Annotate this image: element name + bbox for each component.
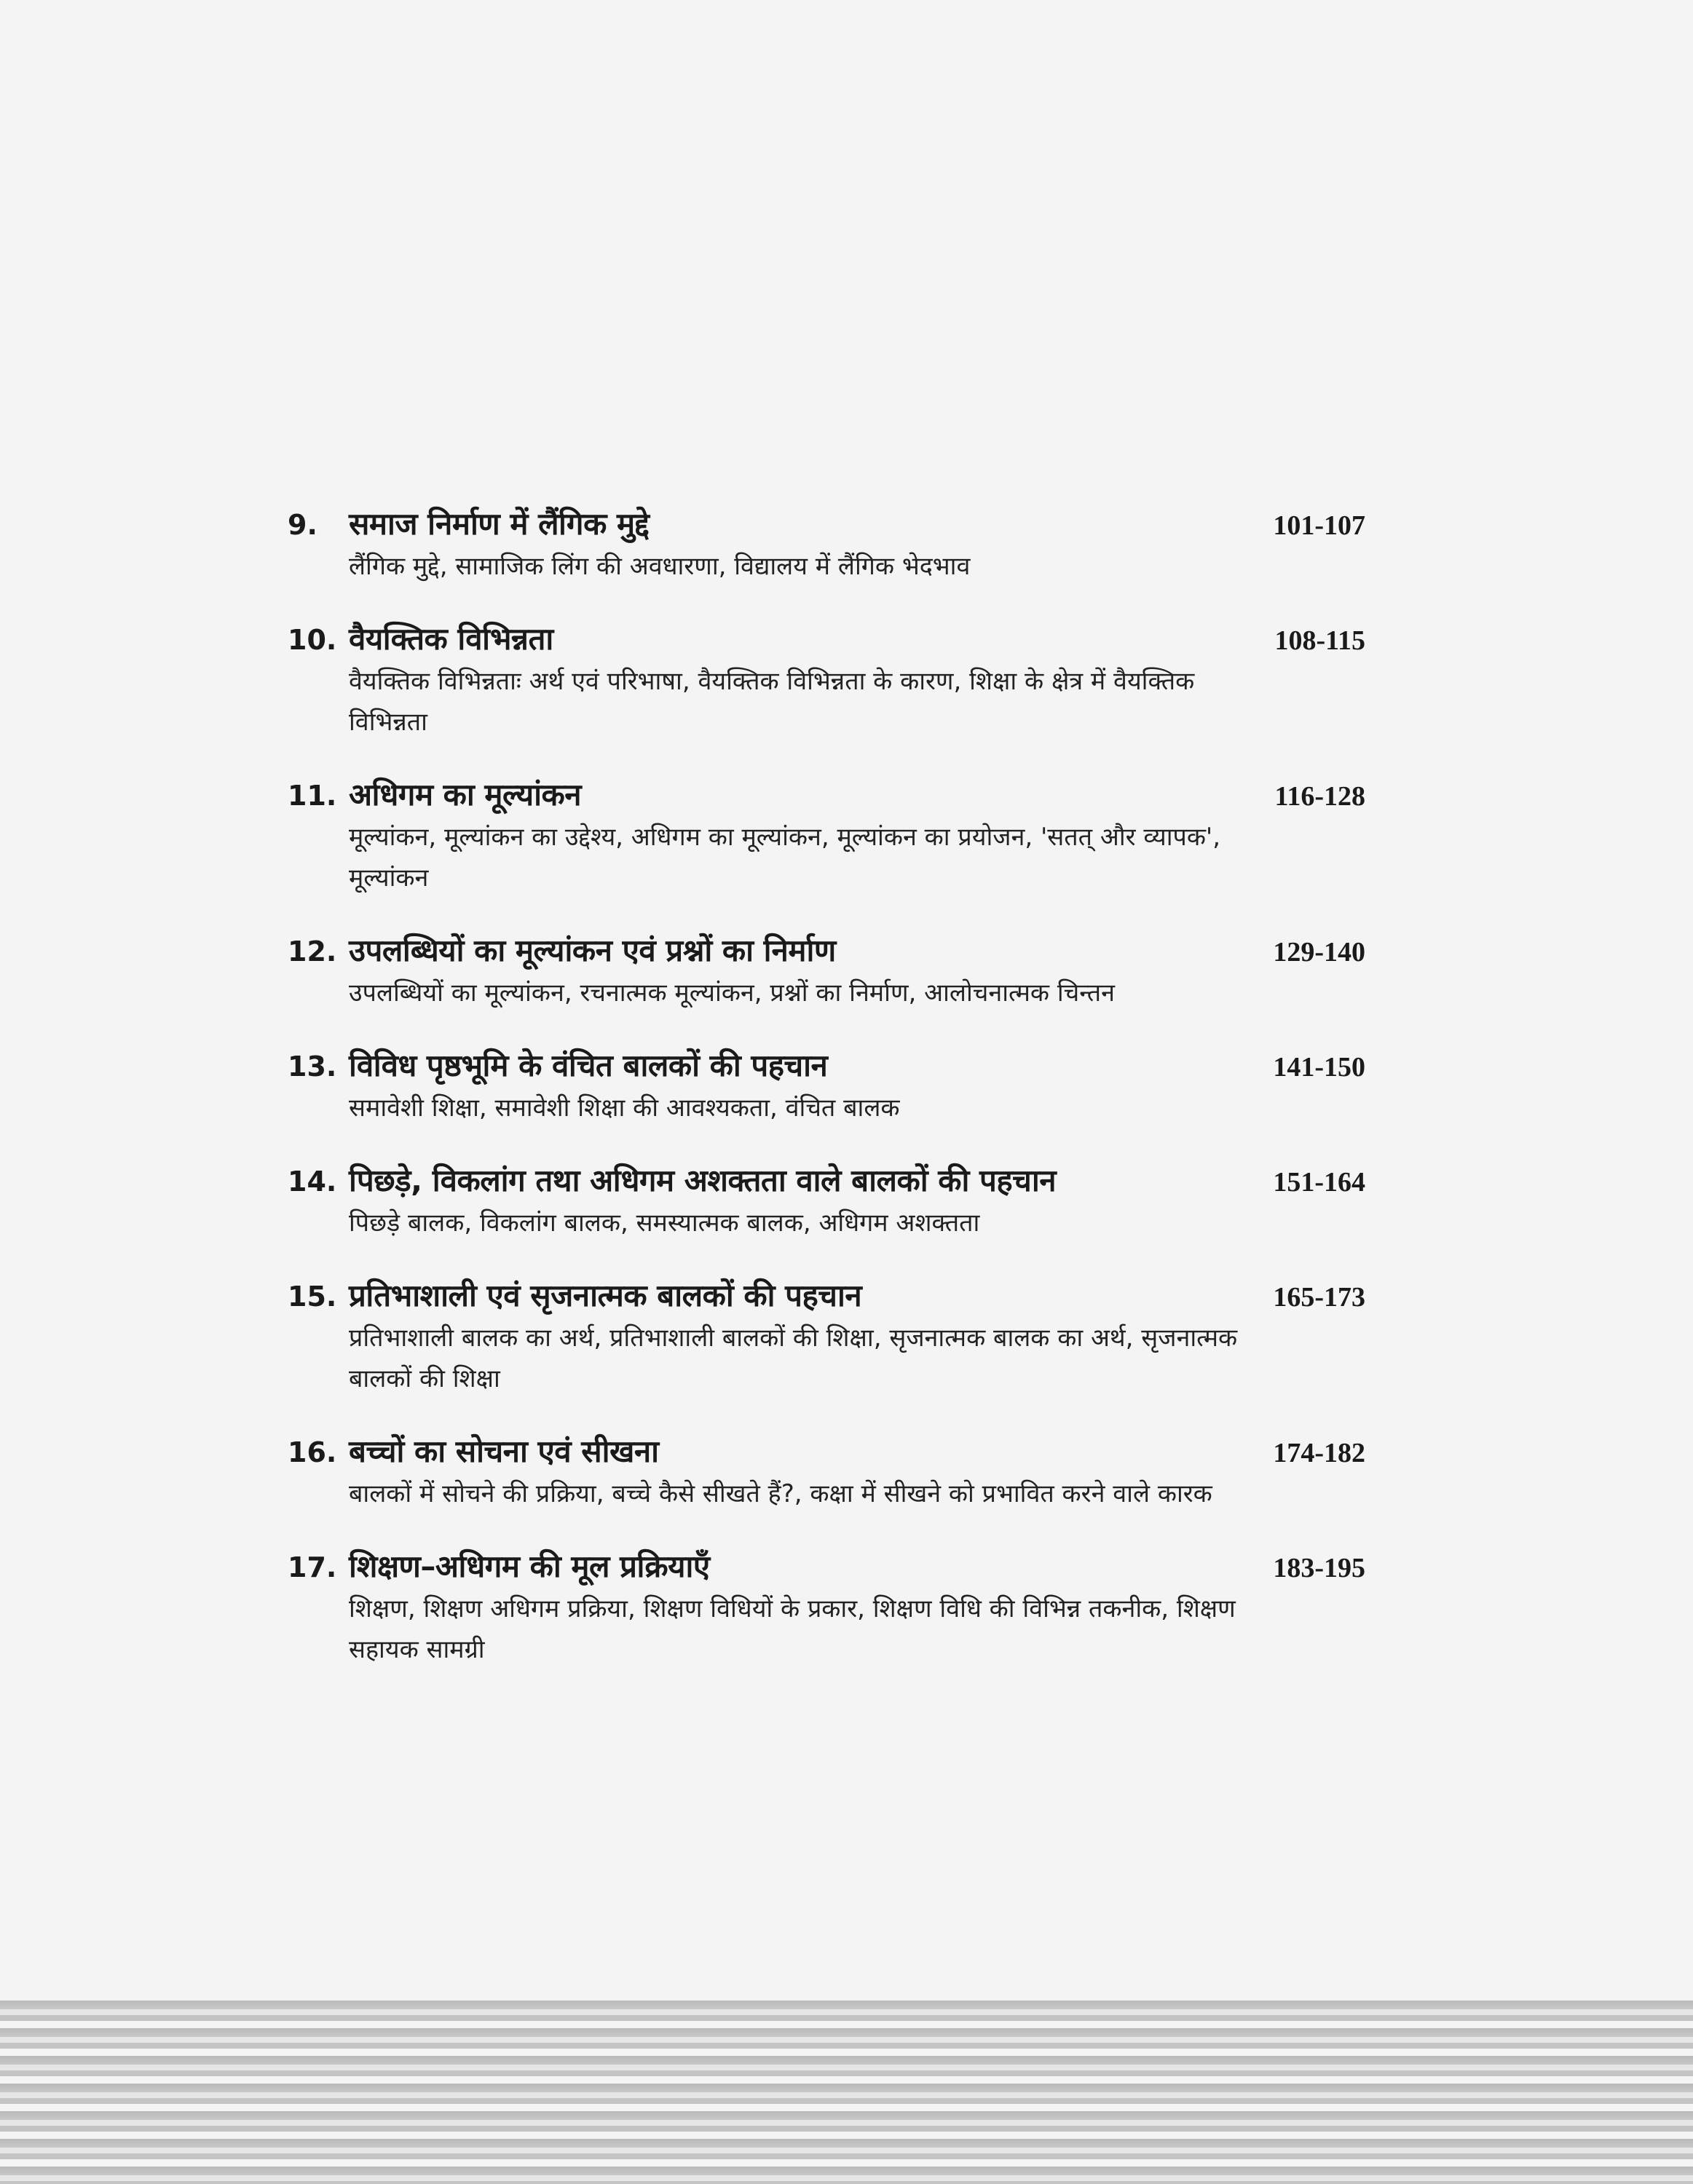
toc-entry-heading	[288, 1044, 1365, 1088]
chapter-topics: पिछड़े बालक, विकलांग बालक, समस्यात्मक बालक, अधिगम अशक्तता	[349, 1208, 980, 1238]
chapter-title: प्रतिभाशाली एवं सृजनात्मक बालकों की पहचान	[349, 1278, 862, 1313]
toc-entry	[288, 1274, 1365, 1399]
page-range: 174-182	[1273, 1438, 1365, 1468]
chapter-topics: मूल्यांकन, मूल्यांकन का उद्देश्य, अधिगम का मूल्यांकन, मूल्यांकन का प्रयोजन, 'सतत् और व्यापक', मूल्यांकन	[349, 823, 1221, 893]
chapter-title: विविध पृष्ठभूमि के वंचित बालकों की पहचान	[349, 1048, 828, 1083]
chapter-topics: बालकों में सोचने की प्रक्रिया, बच्चे कैसे सीखते हैं?, कक्षा में सीखने को प्रभावित करने वाले कारक	[349, 1479, 1212, 1508]
chapter-number: 11.	[288, 780, 337, 812]
chapter-number: 15.	[288, 1281, 337, 1313]
page-range: 165-173	[1273, 1282, 1365, 1313]
chapter-topics: समावेशी शिक्षा, समावेशी शिक्षा की आवश्यकता, वंचित बालक	[349, 1093, 900, 1123]
chapter-topics: लैंगिक मुद्दे, सामाजिक लिंग की अवधारणा, विद्यालय में लैंगिक भेदभाव	[349, 552, 971, 581]
toc-entry	[288, 1430, 1365, 1514]
chapter-title: वैयक्तिक विभिन्नता	[349, 621, 553, 657]
chapter-number: 16.	[288, 1436, 337, 1468]
chapter-number: 13.	[288, 1051, 337, 1083]
page-range: 141-150	[1273, 1052, 1365, 1083]
chapter-number: 17.	[288, 1551, 337, 1583]
toc-entry-heading	[288, 773, 1365, 817]
toc-entry	[288, 617, 1365, 743]
chapter-number: 9.	[288, 509, 317, 541]
toc-entry	[288, 1044, 1365, 1128]
toc-entry-heading	[288, 617, 1365, 661]
table-of-contents	[288, 502, 1365, 1701]
toc-entry	[288, 1159, 1365, 1243]
chapter-title: पिछड़े, विकलांग तथा अधिगम अशक्तता वाले बालकों की पहचान	[349, 1163, 1057, 1198]
chapter-title: उपलब्धियों का मूल्यांकन एवं प्रश्नों का निर्माण	[349, 933, 836, 968]
chapter-number: 10.	[288, 624, 337, 656]
toc-entry-heading	[288, 1159, 1365, 1203]
chapter-topics: प्रतिभाशाली बालक का अर्थ, प्रतिभाशाली बालकों की शिक्षा, सृजनात्मक बालक का अर्थ, सृजनात्मक बालकों की शिक्षा	[349, 1324, 1238, 1393]
footer-stripes	[0, 1993, 1693, 2184]
chapter-topics: शिक्षण, शिक्षण अधिगम प्रक्रिया, शिक्षण विधियों के प्रकार, शिक्षण विधि की विभिन्न तकनीक, शिक्षण सहायक सामग्री	[349, 1594, 1236, 1664]
chapter-title: अधिगम का मूल्यांकन	[349, 777, 582, 812]
chapter-title: शिक्षण–अधिगम की मूल प्रक्रियाएँ	[349, 1548, 710, 1584]
toc-entry	[288, 502, 1365, 587]
page-range: 151-164	[1273, 1167, 1365, 1198]
toc-entry-heading	[288, 1430, 1365, 1473]
toc-entry-heading	[288, 1545, 1365, 1588]
chapter-number: 14.	[288, 1166, 337, 1198]
chapter-topics: वैयक्तिक विभिन्नताः अर्थ एवं परिभाषा, वैयक्तिक विभिन्नता के कारण, शिक्षा के क्षेत्र में वैयक्तिक विभिन्नता	[349, 667, 1195, 737]
page-range: 183-195	[1273, 1553, 1365, 1583]
chapter-number: 12.	[288, 935, 337, 968]
chapter-title: समाज निर्माण में लैंगिक मुद्दे	[349, 506, 650, 542]
toc-entry	[288, 773, 1365, 898]
chapter-title: बच्चों का सोचना एवं सीखना	[349, 1433, 659, 1469]
page-range: 129-140	[1273, 937, 1365, 968]
page-range: 116-128	[1274, 781, 1365, 812]
page-range: 108-115	[1274, 625, 1365, 656]
toc-entry-heading	[288, 1274, 1365, 1318]
toc-entry-heading	[288, 929, 1365, 973]
chapter-topics: उपलब्धियों का मूल्यांकन, रचनात्मक मूल्यांकन, प्रश्नों का निर्माण, आलोचनात्मक चिन्तन	[349, 978, 1115, 1008]
page-range: 101-107	[1273, 510, 1365, 541]
toc-entry-heading	[288, 502, 1365, 546]
toc-entry	[288, 1545, 1365, 1670]
toc-entry	[288, 929, 1365, 1013]
